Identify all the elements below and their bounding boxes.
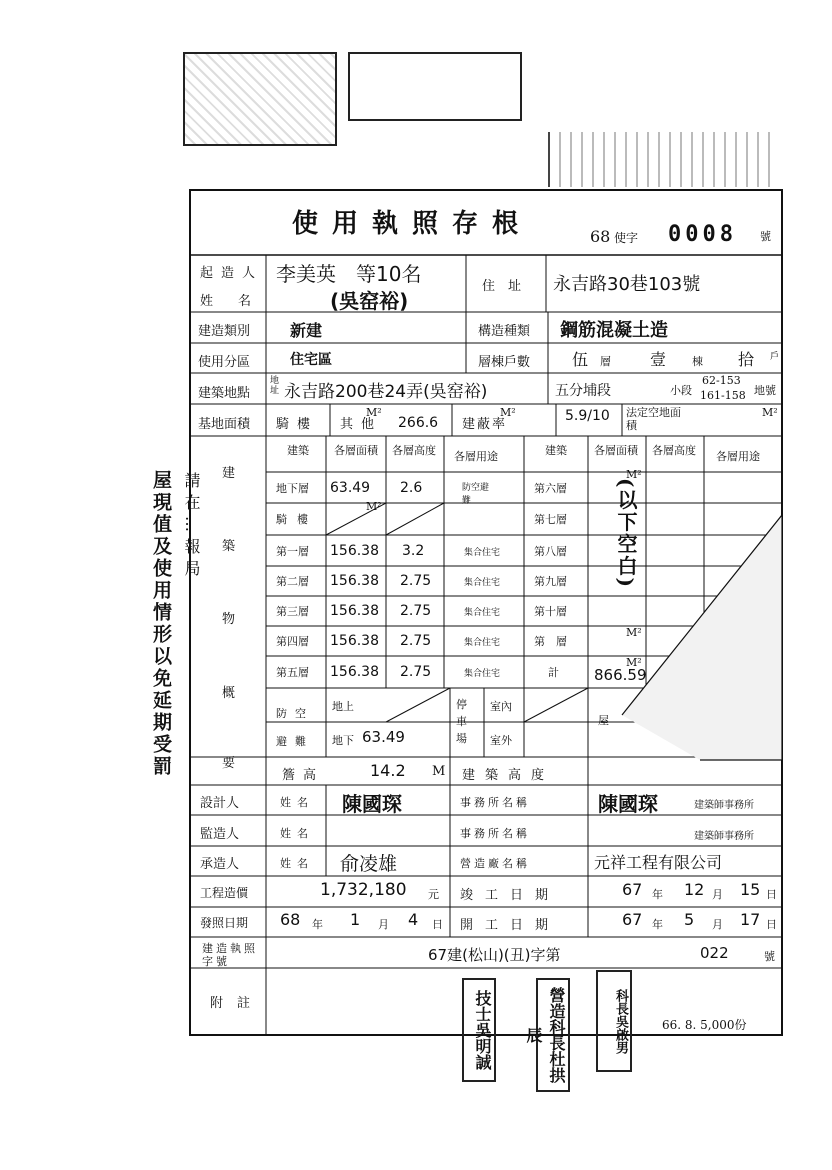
floor-height: 2.75 <box>400 603 432 619</box>
floor-use: 防空避難 <box>462 483 490 506</box>
floors-unit: 層 <box>600 355 611 368</box>
struct-value: 鋼筋混凝土造 <box>560 320 668 341</box>
shelter-below-value: 63.49 <box>362 728 405 746</box>
floor-name: 第四層 <box>276 635 309 648</box>
designer-office-tail: 建築師事務所 <box>694 800 754 811</box>
buildings-unit: 棟 <box>692 355 703 368</box>
designer-office: 陳國琛 <box>598 792 658 816</box>
unit-label: M² <box>500 406 516 419</box>
floor-name: 地下層 <box>276 482 309 495</box>
done-label: 竣工日期 <box>460 888 561 903</box>
site-value: 永吉路200巷24弄(吳窑裕) <box>284 382 488 402</box>
parking-outdoor: 室外 <box>490 734 512 747</box>
designer-office-label: 事務所名稱 <box>460 796 530 809</box>
floors-label: 層棟戶數 <box>478 355 531 370</box>
floor-name-r: 第 層 <box>534 635 567 648</box>
floor-name-r: 第九層 <box>534 575 567 588</box>
floor-name-r: 第十層 <box>534 605 567 618</box>
floor-height: 2.75 <box>400 573 432 589</box>
floor-area: 156.38 <box>330 633 379 649</box>
col-header-area: 各層面積 <box>334 444 378 457</box>
floor-name-r: 計 <box>548 666 559 679</box>
floor-height: 2.75 <box>400 664 432 680</box>
issue-month: 1 <box>350 910 361 929</box>
floor-area: 156.38 <box>330 573 379 589</box>
cost-label: 工程造價 <box>200 886 249 900</box>
floor-name-r: 第六層 <box>534 482 567 495</box>
floor-use: 集合住宅 <box>464 669 501 679</box>
start-month-unit: 月 <box>712 918 723 931</box>
supervisor-office-tail: 建築師事務所 <box>694 831 754 842</box>
floor-name: 騎樓 <box>276 513 318 526</box>
area-label: 基地面積 <box>198 417 251 432</box>
issue-month-unit: 月 <box>378 918 389 931</box>
applicant-name-2: (吳窑裕) <box>330 289 409 313</box>
parking-indoor: 室內 <box>490 700 512 713</box>
unit-label: M² <box>626 656 642 669</box>
license-mid: 使字 <box>614 231 639 245</box>
margin-note-2: 請在…報局 <box>182 472 201 582</box>
issue-year-unit: 年 <box>312 918 323 931</box>
designer-role: 設計人 <box>200 796 240 811</box>
col-header-height-r: 各層高度 <box>652 444 696 457</box>
floor-use: 集合住宅 <box>464 578 501 588</box>
floor-area: 156.38 <box>330 603 379 619</box>
unit-label: M² <box>626 626 642 639</box>
col-header-use-r: 各層用途 <box>716 450 760 463</box>
lot-value-1: 62-153 <box>702 374 741 387</box>
lot-no-label: 地號 <box>754 384 776 397</box>
other-value: 266.6 <box>398 415 439 431</box>
site-label: 建築地點 <box>198 386 251 401</box>
done-month: 12 <box>684 880 705 899</box>
address-value: 永吉路30巷103號 <box>553 274 701 295</box>
outline-label-3: 物 <box>222 612 236 627</box>
eaves-unit: M <box>432 764 446 779</box>
unit-label: M² <box>366 406 382 419</box>
license-prefix: 68 <box>590 227 611 246</box>
issue-day: 4 <box>408 910 419 929</box>
floor-use: 集合住宅 <box>464 608 501 618</box>
col-header-use: 各層用途 <box>454 450 498 463</box>
permit-suffix: 號 <box>764 950 775 963</box>
cost-unit: 元 <box>428 888 439 901</box>
parking-label: 停車場 <box>456 698 467 745</box>
designer-name-label: 姓名 <box>280 796 314 809</box>
floor-total: 866.59 <box>594 666 647 684</box>
done-year-unit: 年 <box>652 888 663 901</box>
lot-label: 小段 <box>670 384 692 397</box>
outline-label-1: 建 <box>222 466 236 481</box>
start-month: 5 <box>684 910 695 929</box>
applicant-label: 起造人 <box>200 266 264 281</box>
col-header-height: 各層高度 <box>392 444 436 457</box>
done-month-unit: 月 <box>712 888 723 901</box>
floor-height: 2.6 <box>400 480 423 496</box>
permit-number: 022 <box>700 944 729 962</box>
supervisor-name-label: 姓名 <box>280 827 314 840</box>
license-suffix: 號 <box>760 230 771 243</box>
open-label: 法定空地面積 <box>626 406 681 432</box>
issue-year: 68 <box>280 910 301 929</box>
col-header-item-r: 建築 <box>545 444 567 457</box>
permit-label: 建造執照字號 <box>202 942 258 968</box>
section-value: 五分埔段 <box>555 383 611 399</box>
start-day: 17 <box>740 910 761 929</box>
issue-label: 發照日期 <box>200 916 249 930</box>
unit-label: M² <box>762 406 778 419</box>
floor-name: 第二層 <box>276 575 309 588</box>
below-blank-annotation: (以下空白) <box>614 478 638 589</box>
roof-label: 屋 <box>598 714 609 727</box>
lot-value-2: 161-158 <box>700 389 746 402</box>
unit-label: M² <box>626 468 642 481</box>
class-value: 新建 <box>290 321 323 340</box>
page-title: 使用執照存根 <box>292 209 533 239</box>
col-header-item: 建築 <box>287 444 309 457</box>
outline-label-2: 築 <box>222 539 236 554</box>
outline-label-4: 概 <box>222 686 236 701</box>
households-count: 拾 <box>738 350 755 369</box>
floor-name: 第五層 <box>276 666 309 679</box>
permit-value: 67建(松山)(丑)字第 <box>428 946 561 964</box>
builder-role: 承造人 <box>200 857 240 872</box>
outline-label-5: 要 <box>222 756 236 771</box>
cost-value: 1,732,180 <box>320 880 407 900</box>
zone-value: 住宅區 <box>290 352 332 368</box>
floors-count: 伍 <box>572 350 589 369</box>
designer-name: 陳國琛 <box>342 792 402 816</box>
note-label: 附註 <box>210 996 265 1011</box>
coverage-label: 建蔽率 <box>462 417 508 432</box>
start-day-unit: 日 <box>766 918 777 931</box>
coverage-value: 5.9/10 <box>565 408 610 424</box>
done-day: 15 <box>740 880 761 899</box>
floor-name-r: 第七層 <box>534 513 567 526</box>
stamp-section-chief: 營造科長杜拱辰 <box>536 978 570 1092</box>
class-label: 建造類別 <box>198 324 251 339</box>
site-sub: 地址 <box>270 376 280 396</box>
shelter-below: 地下 <box>332 734 354 747</box>
start-year: 67 <box>622 910 643 929</box>
households-unit: 戶 <box>770 352 780 362</box>
applicant-name: 李美英 等10名 <box>276 262 422 286</box>
builder-name-label: 姓名 <box>280 857 314 870</box>
address-label: 住 址 <box>482 279 522 294</box>
zone-label: 使用分區 <box>198 355 251 370</box>
stamp-technician: 技士吳明誠 <box>462 978 496 1082</box>
eaves-value: 14.2 <box>370 761 406 780</box>
issue-day-unit: 日 <box>432 918 443 931</box>
col-header-area-r: 各層面積 <box>594 444 638 457</box>
buildings-count: 壹 <box>650 350 667 369</box>
other-label: 其他 <box>340 417 383 432</box>
supervisor-office-label: 事務所名稱 <box>460 827 530 840</box>
shelter-label: 防空避難 <box>276 707 314 748</box>
building-height-label: 建築高度 <box>462 768 555 783</box>
floor-name-r: 第八層 <box>534 545 567 558</box>
start-label: 開工日期 <box>460 918 561 933</box>
arcade-label: 騎樓 <box>276 417 319 432</box>
floor-area: 63.49 <box>330 480 371 496</box>
shelter-above: 地上 <box>332 700 354 713</box>
floor-height: 2.75 <box>400 633 432 649</box>
struct-label: 構造種類 <box>478 324 531 339</box>
done-year: 67 <box>622 880 643 899</box>
stamp-chief: 科長吳啟男 <box>596 970 632 1072</box>
print-footer: 66. 8. 5,000份 <box>662 1018 747 1032</box>
license-number: 0008 <box>668 222 737 247</box>
applicant-name-label: 姓 名 <box>200 294 258 309</box>
floor-area: 156.38 <box>330 664 379 680</box>
start-year-unit: 年 <box>652 918 663 931</box>
eaves-label: 簷高 <box>282 768 325 783</box>
builder-name: 俞凌雄 <box>340 853 398 875</box>
builder-office-label: 營造廠名稱 <box>460 857 530 870</box>
supervisor-role: 監造人 <box>200 827 240 842</box>
floor-use: 集合住宅 <box>464 548 501 558</box>
unit-label: M² <box>366 500 382 513</box>
floor-name: 第三層 <box>276 605 309 618</box>
floor-height: 3.2 <box>402 543 425 559</box>
floor-name: 第一層 <box>276 545 309 558</box>
margin-note: 屋現值及使用情形以免延期受罰 <box>150 470 172 778</box>
floor-use: 集合住宅 <box>464 638 501 648</box>
floor-area: 156.38 <box>330 543 379 559</box>
builder-office: 元祥工程有限公司 <box>594 853 723 872</box>
done-day-unit: 日 <box>766 888 777 901</box>
